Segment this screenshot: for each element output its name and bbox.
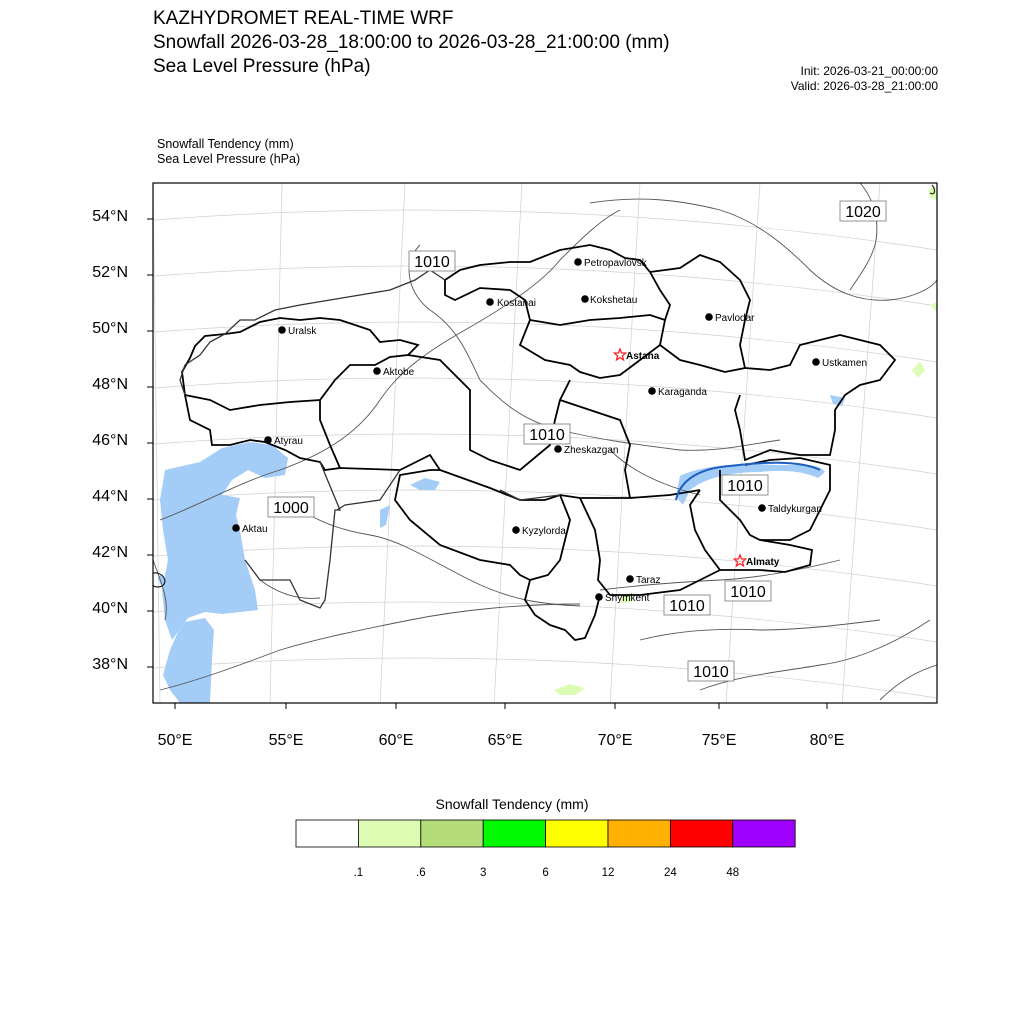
legend-tick-label: 12 (601, 867, 615, 879)
city-label: Zheskazgan (564, 445, 619, 456)
city-label: Shymkent (605, 593, 650, 604)
city-label: Almaty (746, 557, 780, 568)
lon-label: 75°E (701, 732, 737, 749)
lon-label: 55°E (268, 732, 304, 749)
lat-label: 42°N (92, 544, 128, 561)
lat-label: 44°N (92, 488, 128, 505)
pressure-value: 1010 (730, 584, 766, 601)
pressure-value: 1010 (669, 598, 705, 615)
legend-tick-label: .1 (353, 867, 364, 879)
lat-label: 52°N (92, 264, 128, 281)
legend-swatch (358, 820, 420, 847)
city-label: Kyzylorda (522, 526, 566, 537)
lon-label: 80°E (809, 732, 845, 749)
city-label: Petropavlovsk (584, 258, 647, 269)
legend-swatch (296, 820, 358, 847)
city-label: Pavlodar (715, 313, 755, 324)
city-label: Kostanai (497, 298, 536, 309)
valid-time: Valid: 2026-03-28_21:00:00 (790, 79, 938, 93)
legend-tick-label: .6 (416, 867, 426, 879)
city-label: Karaganda (658, 387, 707, 398)
field-label-snowfall: Snowfall Tendency (mm) (157, 137, 294, 151)
lat-label: 38°N (92, 656, 128, 673)
lon-label: 60°E (378, 732, 414, 749)
legend-tick-label: 3 (479, 867, 487, 879)
chart-subtitle-pressure: Sea Level Pressure (hPa) (153, 56, 371, 77)
legend-swatch (546, 820, 608, 847)
pressure-value: 1000 (273, 500, 309, 517)
lat-label: 40°N (92, 600, 128, 617)
city-label: Uralsk (288, 326, 317, 337)
legend-tick-label: 48 (726, 867, 740, 879)
legend-swatch (483, 820, 545, 847)
lon-label: 70°E (597, 732, 633, 749)
pressure-value: 1010 (693, 664, 729, 681)
lat-label: 46°N (92, 432, 128, 449)
pressure-value: 1010 (727, 478, 763, 495)
legend-swatch (608, 820, 670, 847)
lon-label: 50°E (157, 732, 193, 749)
legend-tick-label: 6 (542, 867, 549, 879)
city-label: Taldykurgan (768, 504, 822, 515)
field-label-pressure: Sea Level Pressure (hPa) (157, 152, 301, 166)
city-label: Astana (626, 351, 660, 362)
city-label: Ustkamen (822, 358, 868, 369)
legend-swatch (421, 820, 483, 847)
chart-title: KAZHYDROMET REAL-TIME WRF (153, 8, 454, 29)
lat-label: 54°N (92, 208, 128, 225)
legend-title: Snowfall Tendency (mm) (435, 796, 589, 812)
pressure-value: 1020 (845, 204, 881, 221)
pressure-value: 1010 (529, 427, 565, 444)
city-label: Atyrau (274, 436, 303, 447)
lon-label: 65°E (487, 732, 523, 749)
city-label: Aktau (242, 524, 268, 535)
legend-tick-label: 24 (663, 867, 677, 879)
city-label: Kokshetau (590, 295, 638, 306)
pressure-value: 1010 (414, 254, 450, 271)
city-label: Aktobe (383, 367, 415, 378)
lat-label: 48°N (92, 376, 128, 393)
chart-subtitle-snowfall: Snowfall 2026-03-28_18:00:00 to 2026-03-28_21:00:00 (mm) (153, 32, 670, 53)
city-label: Taraz (636, 575, 661, 586)
legend-swatch (670, 820, 732, 847)
init-time: Init: 2026-03-21_00:00:00 (800, 64, 938, 78)
lat-label: 50°N (92, 320, 128, 337)
legend-swatch (733, 820, 795, 847)
